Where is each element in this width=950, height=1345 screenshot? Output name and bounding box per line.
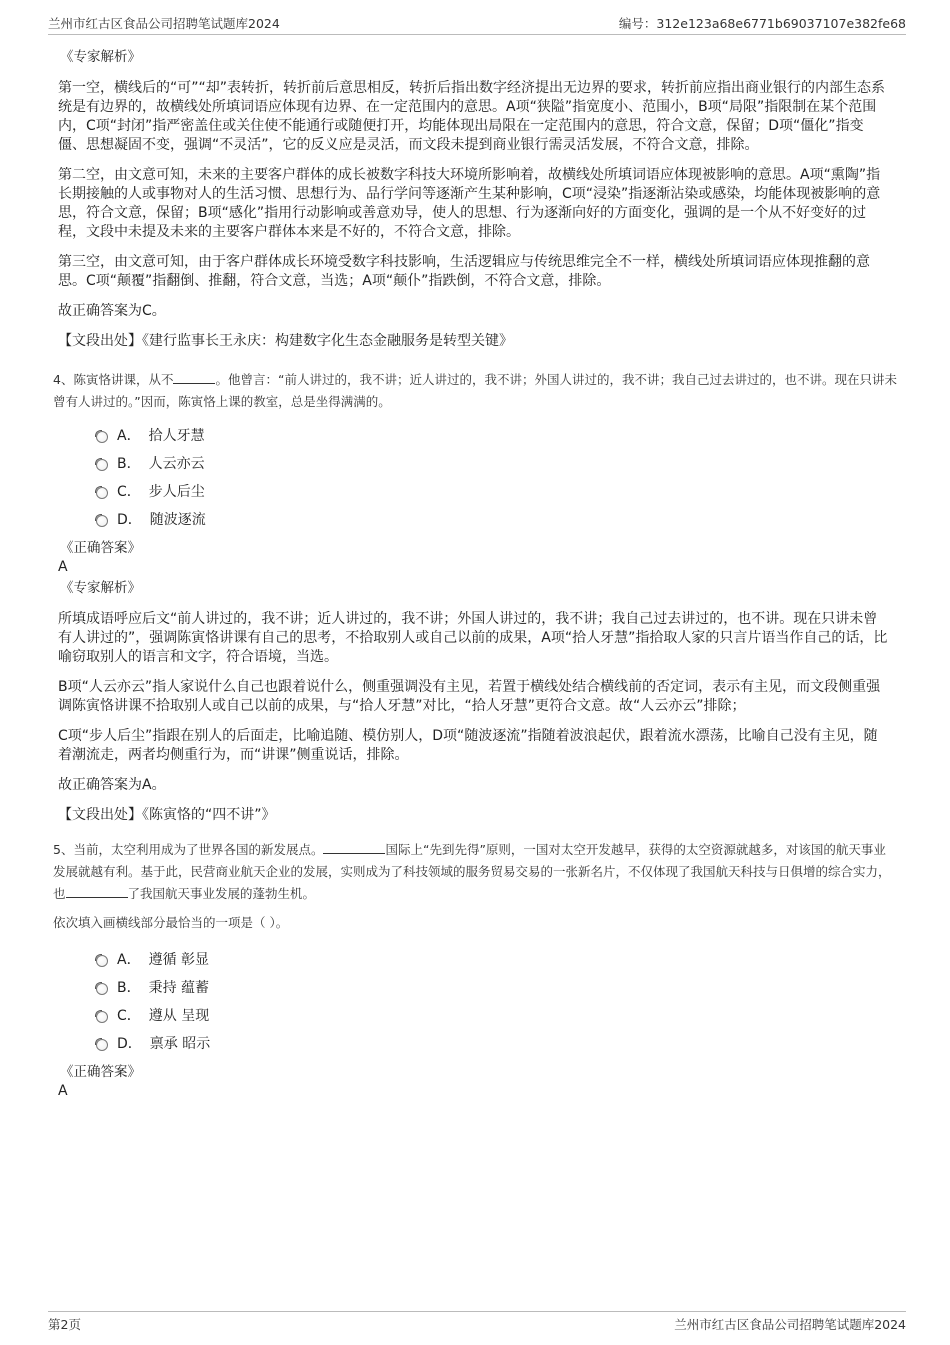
q3-analysis-p1: 第一空，横线后的“可”“却”表转折，转折前后意思相反，转折后指出数字经济提出无边界的要求，转折前应指出商业银行的内部生态系统是有边界的，故横线处所填词语应体现有边界、在一定范围内的意思。A项“狭隘”指宽度小、范围小，B项“局限”指限制在某个范围内，C项“封闭”指严密盖住或关住使不能通行或随便打开，均能体现出局限在一定范围内的意思，符合文意，保留；D项“僵化”指变僵、思想凝固不变，强调“不灵活”，它的反义应是灵活，而文段未提到商业银行需灵活发展，不符合文意，排除。 <box>58 80 886 153</box>
q3-analysis-label: 《专家解析》 <box>60 49 141 65</box>
q4-analysis-p2: B项“人云亦云”指人家说什么自己也跟着说什么，侧重强调没有主见，若置于横线处结合横线前的否定词，表示有主见，而文段侧重强调陈寅恪讲课不拾取别人或自己以前的成果，与“拾人牙慧”对比，“拾人牙慧”更符合文意。故“人云亦云”排除； <box>58 679 881 714</box>
q5-option-a[interactable]: A． 遵循 彰显 <box>96 945 888 973</box>
page-content <box>53 44 897 1103</box>
q4-source: 【文段出处】《陈寅恪的“四不讲”》 <box>58 807 276 823</box>
q5-answer-label: 《正确答案》 <box>60 1064 141 1080</box>
q4-conclusion: 故正确答案为A。 <box>58 777 166 793</box>
q5-instruction: 依次填入画横线部分最恰当的一项是（ ）。 <box>53 915 289 930</box>
q5-option-d[interactable]: D． 禀承 昭示 <box>96 1029 888 1057</box>
q3-source: 【文段出处】《建行监事长王永庆：构建数字化生态金融服务是转型关键》 <box>58 333 513 349</box>
q4-option-c[interactable]: C． 步人后尘 <box>96 477 888 505</box>
q4-option-d[interactable]: D． 随波逐流 <box>96 505 888 533</box>
q5-option-b[interactable]: B． 秉持 蕴蓄 <box>96 973 888 1001</box>
page-footer <box>48 1311 906 1334</box>
q4-option-a[interactable]: A． 拾人牙慧 <box>96 421 888 449</box>
q5-options <box>96 945 888 1057</box>
radio-icon[interactable] <box>96 431 108 443</box>
q5-option-c[interactable]: C． 遵从 呈现 <box>96 1001 888 1029</box>
q4-analysis-p1: 所填成语呼应后文“前人讲过的，我不讲；近人讲过的，我不讲；外国人讲过的，我不讲；我自己过去讲过的，也不讲。现在只讲未曾有人讲过的”，强调陈寅恪讲课有自己的思考，不拾取别人或自己以前的成果，A项“拾人牙慧”指拾取人家的只言片语当作自己的话，比喻窃取别人的语言和文字，符合语境，当选。 <box>58 611 888 665</box>
q3-conclusion: 故正确答案为C。 <box>58 303 166 319</box>
q4-answer-label: 《正确答案》 <box>60 540 141 556</box>
radio-icon[interactable] <box>96 983 108 995</box>
header-title: 兰州市红古区食品公司招聘笔试题库2024 <box>48 16 280 31</box>
q4-options <box>96 421 888 533</box>
radio-icon[interactable] <box>96 955 108 967</box>
radio-icon[interactable] <box>96 1039 108 1051</box>
q5-answer: A <box>58 1083 68 1099</box>
q5-blank-1 <box>323 841 385 854</box>
q3-analysis-p2: 第二空，由文意可知，未来的主要客户群体的成长被数字科技大环境所影响着，故横线处所填词语应体现被影响的意思。A项“熏陶”指长期接触的人或事物对人的生活习惯、思想行为、品行学问等逐渐产生某种影响，C项“浸染”指逐渐沾染或感染，均能体现被影响的意思，符合文意，保留；B项“感化”指用行动影响或善意劝导，使人的思想、行为逐渐向好的方面变化，强调的是一个从不好变好的过程，文段中未提及未来的主要客户群体本来是不好的，不符合文意，排除。 <box>58 167 881 240</box>
radio-icon[interactable] <box>96 459 108 471</box>
q4-blank <box>173 371 215 384</box>
page-header <box>48 12 906 35</box>
q4-question: 4、陈寅恪讲课，从不 。他曾言：“前人讲过的，我不讲；近人讲过的，我不讲；外国人讲过的，我不讲；我自己过去讲过的，也不讲。现在只讲未曾有人讲过的。”因而，陈寅恪上课的教室，总是坐得满满的。 <box>53 372 897 409</box>
q5-question: 5、当前，太空利用成为了世界各国的新发展点。 国际上“先到先得”原则，一国对太空开发越早，获得的太空资源就越多，对该国的航天事业发展就越有利。基于此，民营商业航天企业的发展，实则成为了科技领域的服务贸易交易的一张新名片，不仅体现了我国航天科技与日俱增的综合实力，也 了我国航天事业发展的蓬勃生机。 <box>53 842 891 901</box>
footer-title: 兰州市红古区食品公司招聘笔试题库2024 <box>674 1317 906 1332</box>
radio-icon[interactable] <box>96 515 108 527</box>
q4-analysis-label: 《专家解析》 <box>60 580 141 596</box>
q4-answer: A <box>58 559 68 575</box>
page-number: 第2页 <box>48 1317 81 1332</box>
q3-analysis-p3: 第三空，由文意可知，由于客户群体成长环境受数字科技影响，生活逻辑应与传统思维完全不一样，横线处所填词语应体现推翻的意思。C项“颠覆”指翻倒、推翻，符合文意，当选；A项“颠仆”指跌倒，不符合文意，排除。 <box>58 254 870 289</box>
radio-icon[interactable] <box>96 1011 108 1023</box>
q5-blank-2 <box>66 885 128 898</box>
radio-icon[interactable] <box>96 487 108 499</box>
q4-option-b[interactable]: B． 人云亦云 <box>96 449 888 477</box>
header-doc-id: 编号：312e123a68e6771b69037107e382fe68 <box>618 16 906 31</box>
q4-analysis-p3: C项“步人后尘”指跟在别人的后面走，比喻追随、模仿别人，D项“随波逐流”指随着波浪起伏，跟着流水漂荡，比喻自己没有主见，随着潮流走，两者均侧重行为，而“讲课”侧重说话，排除。 <box>58 728 878 763</box>
